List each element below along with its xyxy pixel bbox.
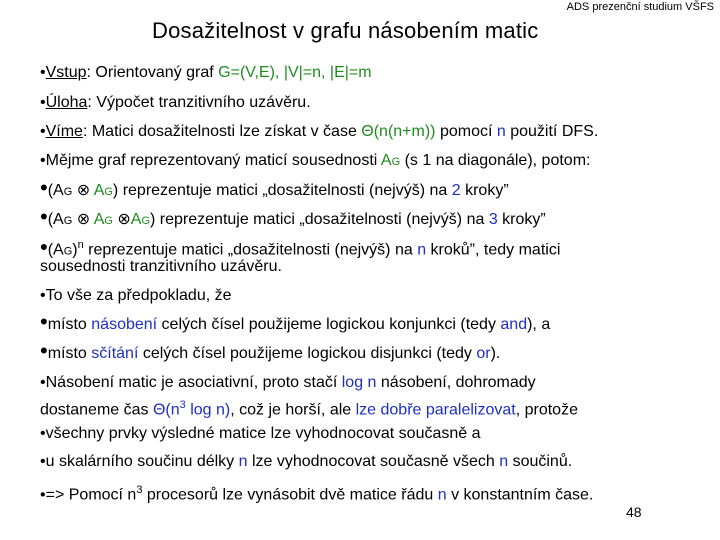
text: Násobení matic je asociativní, proto stačí [45,374,342,391]
bullet: • [40,64,46,81]
text: reprezentuje matici „dosažitelnosti (nejvýš) na [83,241,418,259]
step-count: 3 [488,211,498,228]
bullet: • [40,374,46,391]
text: ), a [527,316,551,333]
course-label: ADS prezenční studium VŠFS [566,1,714,13]
text: (A [47,211,64,228]
keyword-multiplication: násobení [91,316,158,333]
superscript: n [77,239,84,251]
variable-n: n [417,241,427,259]
text: (A [47,241,64,259]
text: : Orientovaný graf [86,64,219,81]
multiplication-line [40,311,550,336]
complexity: Θ(n(n+m)) [361,123,436,140]
subscript: G [104,215,113,227]
three-steps-line [40,206,546,232]
subscript: G [141,215,151,227]
text: ) reprezentuje matici „dosažitelnosti (nejvýš) na [112,182,452,199]
text: (A [47,182,64,199]
variable-n: n [496,123,506,140]
text: celých čísel použijeme logickou disjunkci (tedy [138,345,477,362]
text: v konstantním čase. [446,486,594,504]
graph-definition: G=(V,E), |V|=n, |E|=m [218,64,372,81]
bullet: • [40,234,48,260]
bullet: • [40,123,46,140]
operator: ⊗ [72,211,94,228]
subscript: G [63,186,73,198]
text: , což je horší, ale [230,401,356,419]
task-line [40,92,311,114]
text: : Matici dosažitelnosti lze získat v čase [82,123,362,140]
operator: ⊗ [72,182,94,199]
text: lze vyhodnocovat současně všech [247,453,500,470]
parallelizable: lze dobře paralelizovat [355,401,516,419]
text: ) reprezentuje matici „dosažitelnosti (nejvýš) na [150,211,489,228]
text: součinů. [508,453,573,470]
variable-n: n [437,486,447,504]
text: dostaneme čas [40,401,153,419]
text: kroky” [497,211,546,228]
complexity: Θ(n [152,401,180,419]
n-steps-line-continued [40,256,282,278]
conclusion-line [40,479,593,506]
matrix-symbol: A [93,182,105,199]
superscript: 3 [136,484,143,496]
bullet: • [40,453,46,470]
slide-title: Dosažitelnost v grafu násobením matic [152,18,539,43]
input-label: Vstup [45,64,87,81]
variable-n: n [499,453,509,470]
bullet: • [40,94,46,111]
keyword-or: or [476,345,491,362]
text: místo [47,345,92,362]
text: pomocí [435,123,497,140]
matrix-symbol: A [380,152,392,169]
addition-line [40,340,500,365]
complexity: log n) [185,401,231,419]
adjacency-line [40,150,590,173]
text: (s 1 na diagonále), potom: [400,152,591,169]
assumption-line [40,285,232,307]
text: násobení, dohromady [376,374,536,391]
text: místo [47,316,92,333]
subscript: G [63,245,73,258]
bullet: • [40,152,46,169]
text: všechny prvky výsledné matice lze vyhodnocovat současně a [45,425,481,442]
text: ) [72,241,78,259]
variable-n: n [238,453,248,470]
text: kroků”, tedy matici [426,241,561,259]
bullet: • [40,175,48,200]
bullet: • [40,486,46,504]
all-elements-line [40,423,481,445]
text: použití DFS. [505,123,599,140]
matrix-symbol: A [93,211,105,228]
associativity-line [40,372,536,394]
known-label: Víme [45,123,83,140]
matrix-symbol: A [130,211,142,228]
subscript: G [63,215,73,227]
scalar-product-line [40,451,572,473]
log-n: log n [341,374,377,391]
text: => Pomocí n [45,486,137,504]
input-line [40,62,372,84]
text: procesorů lze vynásobit dvě matice řádu [142,486,438,504]
text: ). [490,345,501,362]
bullet: • [40,309,48,334]
text: To vše za předpokladu, že [45,287,232,304]
text: , protože [515,401,578,419]
superscript: 3 [179,399,186,411]
page-number: 48 [626,504,642,520]
subscript: G [391,156,401,168]
step-count: 2 [451,182,461,199]
text: : Výpočet tranzitivního uzávěru. [87,94,311,111]
text: u skalárního součinu délky [45,453,239,470]
bullet: • [40,204,48,229]
task-label: Úloha [45,94,88,111]
bullet: • [40,338,48,363]
keyword-and: and [500,316,528,333]
text: kroky” [460,182,509,199]
text: celých čísel použijeme logickou konjunkci (tedy [157,316,501,333]
subscript: G [104,186,113,198]
operator: ⊗ [112,211,131,228]
bullet: • [40,425,46,442]
keyword-addition: sčítání [91,345,139,362]
text: Mějme graf reprezentovaný maticí sousednosti [45,152,381,169]
text: sousednosti tranzitivního uzávěru. [40,258,282,275]
bullet: • [40,287,46,304]
known-line [40,121,598,143]
associativity-line-continued [40,394,578,421]
two-steps-line [40,177,509,203]
